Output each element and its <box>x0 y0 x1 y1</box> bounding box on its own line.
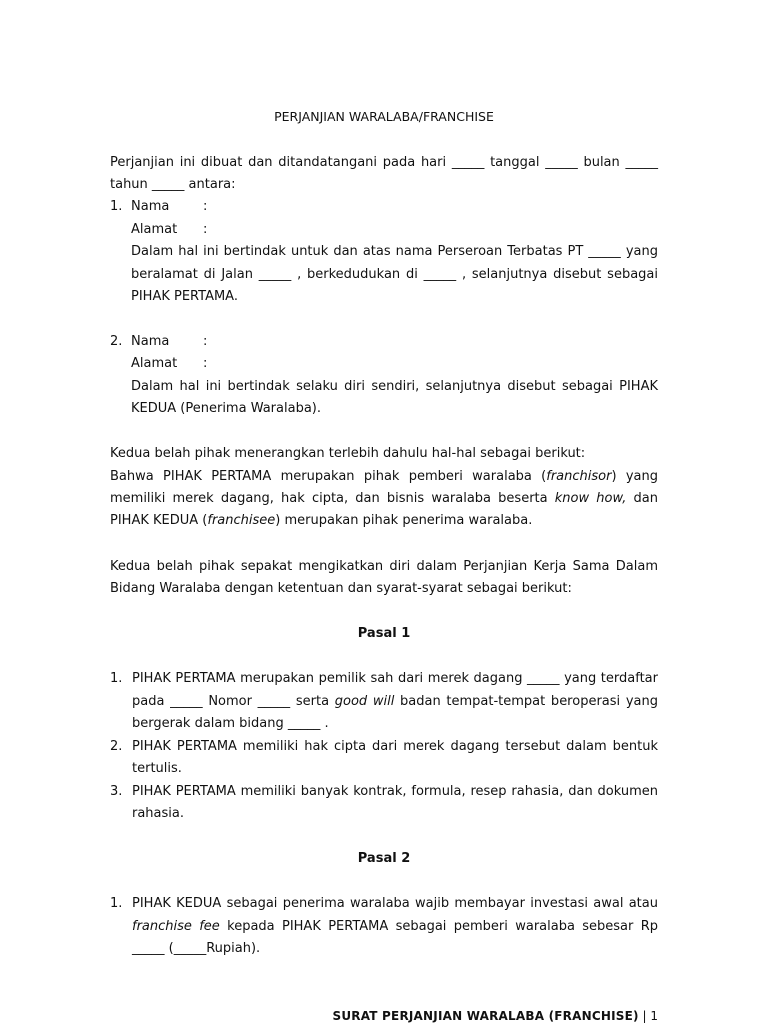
party-number: 2. <box>110 334 123 349</box>
agreement-line: Bidang Waralaba dengan ketentuan dan syarat-syarat sebagai berikut: <box>110 581 572 596</box>
party-description: beralamat di Jalan _____ , berkedudukan di _____ , selanjutnya disebut sebagai <box>131 267 658 282</box>
colon: : <box>203 334 208 349</box>
page-number: 1 <box>650 1009 658 1023</box>
page-footer <box>333 1006 658 1026</box>
party-name-label: Nama <box>131 199 170 214</box>
party-address-label: Alamat <box>131 222 178 237</box>
document-title: PERJANJIAN WARALABA/FRANCHISE <box>274 109 494 124</box>
clause-number: 3. <box>110 784 123 799</box>
agreement-line: Kedua belah pihak sepakat mengikatkan diri dalam Perjanjian Kerja Sama Dalam <box>110 559 658 574</box>
colon: : <box>203 356 208 371</box>
article-heading: Pasal 2 <box>357 851 411 866</box>
recital-line: memiliki merek dagang, hak cipta, dan bisnis waralaba beserta know how, dan <box>110 491 658 506</box>
clause-line: rahasia. <box>132 806 184 821</box>
party-description: Dalam hal ini bertindak untuk dan atas nama Perseroan Terbatas PT _____ yang <box>131 244 658 259</box>
party-address-label: Alamat <box>131 356 178 371</box>
footer-label: SURAT PERJANJIAN WARALABA (FRANCHISE) <box>332 1009 639 1023</box>
party-description: KEDUA (Penerima Waralaba). <box>131 401 321 416</box>
clause-line: bergerak dalam bidang _____ . <box>132 716 329 731</box>
party-name-label: Nama <box>131 334 170 349</box>
colon: : <box>203 199 208 214</box>
intro-line: Perjanjian ini dibuat dan ditandatangani pada hari _____ tanggal _____ bulan _____ <box>110 155 658 170</box>
clause-number: 1. <box>110 896 123 911</box>
party-number: 1. <box>110 199 123 214</box>
clause-line: pada _____ Nomor _____ serta good will badan tempat-tempat beroperasi yang <box>132 694 658 709</box>
recital-line: Bahwa PIHAK PERTAMA merupakan pihak pemberi waralaba (franchisor) yang <box>110 469 658 484</box>
colon: : <box>203 222 208 237</box>
intro-line: tahun _____ antara: <box>110 177 236 192</box>
clause-line: tertulis. <box>132 761 182 776</box>
clause-line: _____ (_____Rupiah). <box>132 941 261 956</box>
clause-line: PIHAK KEDUA sebagai penerima waralaba wajib membayar investasi awal atau <box>132 896 658 911</box>
clause-line: PIHAK PERTAMA memiliki hak cipta dari merek dagang tersebut dalam bentuk <box>132 739 658 754</box>
party-description: PIHAK PERTAMA. <box>131 289 238 304</box>
clause-line: PIHAK PERTAMA memiliki banyak kontrak, formula, resep rahasia, dan dokumen <box>132 784 658 799</box>
footer-separator: | <box>638 1009 651 1023</box>
recital-line: Kedua belah pihak menerangkan terlebih dahulu hal-hal sebagai berikut: <box>110 446 586 461</box>
clause-line: PIHAK PERTAMA merupakan pemilik sah dari merek dagang _____ yang terdaftar <box>132 671 658 686</box>
recital-line: PIHAK KEDUA (franchisee) merupakan pihak penerima waralaba. <box>110 513 533 528</box>
clause-line: franchise fee kepada PIHAK PERTAMA sebagai pemberi waralaba sebesar Rp <box>132 919 658 934</box>
clause-number: 2. <box>110 739 123 754</box>
clause-number: 1. <box>110 671 123 686</box>
article-heading: Pasal 1 <box>357 626 411 641</box>
party-description: Dalam hal ini bertindak selaku diri sendiri, selanjutnya disebut sebagai PIHAK <box>131 379 658 394</box>
